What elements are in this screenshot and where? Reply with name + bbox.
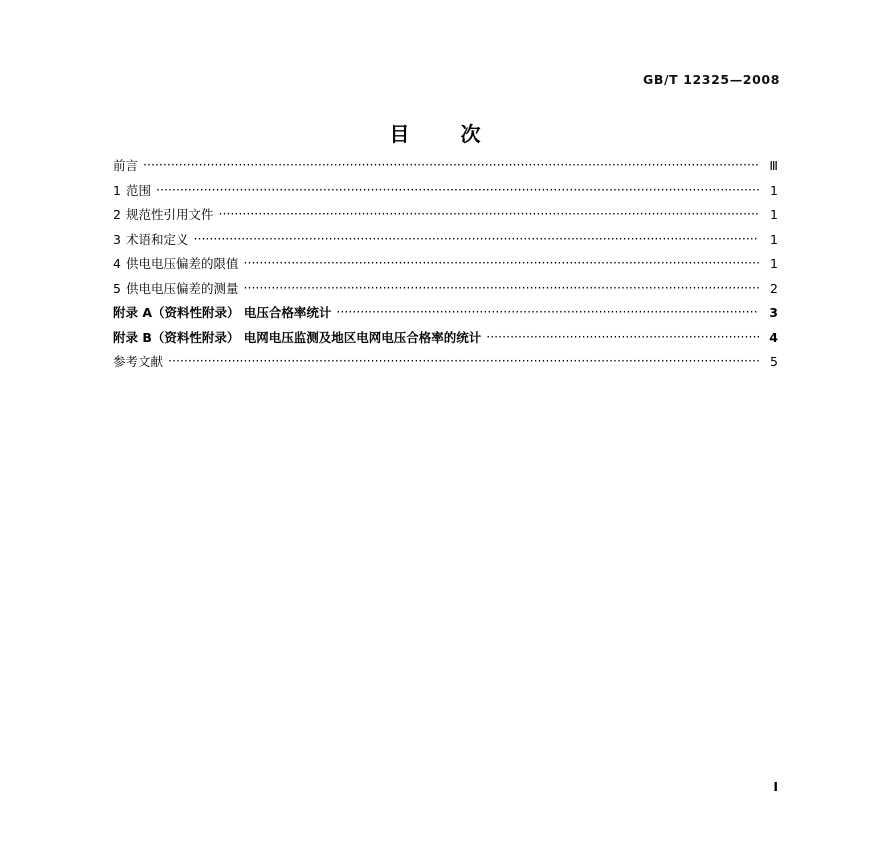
standard-code: GB/T 12325—2008 <box>642 72 780 87</box>
table-of-contents <box>113 158 778 379</box>
toc-leader <box>168 355 759 369</box>
toc-entry-page: 1 <box>770 231 778 247</box>
toc-entry-label <box>113 207 219 223</box>
toc-entry-number: 5 <box>113 280 121 296</box>
toc-leader <box>244 257 759 271</box>
toc-entry-text: 术语和定义 <box>126 231 189 247</box>
toc-entry-label <box>113 232 194 248</box>
toc-leader <box>194 233 759 247</box>
toc-entry[interactable] <box>113 183 778 199</box>
toc-entry-page: 1 <box>770 256 778 271</box>
toc-entry[interactable] <box>113 330 778 346</box>
toc-leader <box>156 184 759 198</box>
toc-entry-page: 5 <box>770 354 778 369</box>
toc-entry[interactable] <box>113 158 778 174</box>
toc-leader <box>219 208 759 222</box>
toc-entry-label <box>113 183 156 199</box>
toc-entry[interactable] <box>113 207 778 223</box>
toc-entry-page: 3 <box>769 305 778 320</box>
toc-leader <box>143 159 759 173</box>
toc-entry[interactable] <box>113 305 778 321</box>
toc-entry-page: Ⅲ <box>769 158 778 173</box>
toc-entry-number: 2 <box>113 207 121 222</box>
toc-entry[interactable] <box>113 281 778 297</box>
toc-entry-page: 4 <box>769 329 778 345</box>
toc-entry-label: 前言 <box>113 158 139 173</box>
toc-entry-label: 参考文献 <box>113 354 164 369</box>
toc-leader <box>336 306 759 320</box>
toc-entry-label: 附录 A（资料性附录） 电压合格率统计 <box>113 305 332 320</box>
toc-entry-number: 3 <box>113 231 121 247</box>
toc-entry-page: 2 <box>770 280 778 296</box>
page-title: 目 次 <box>389 122 503 146</box>
toc-entry-label <box>113 281 244 297</box>
toc-entry-text: 范围 <box>126 182 152 198</box>
toc-entry[interactable] <box>113 232 778 248</box>
page-number: I <box>773 779 778 794</box>
toc-leader <box>244 282 759 296</box>
toc-entry-text: 供电电压偏差的测量 <box>126 280 239 296</box>
toc-entry[interactable] <box>113 256 778 272</box>
toc-entry-label <box>113 256 244 272</box>
toc-entry-label: 附录 B（资料性附录） 电网电压监测及地区电网电压合格率的统计 <box>113 329 482 345</box>
toc-leader <box>486 331 759 345</box>
toc-entry-page: 1 <box>770 182 778 198</box>
toc-entry-text: 规范性引用文件 <box>126 207 214 222</box>
toc-entry-number: 4 <box>113 256 121 271</box>
toc-entry-text: 供电电压偏差的限值 <box>126 256 239 271</box>
toc-entry-page: 1 <box>770 207 778 222</box>
toc-entry-number: 1 <box>113 182 121 198</box>
toc-entry[interactable] <box>113 354 778 370</box>
